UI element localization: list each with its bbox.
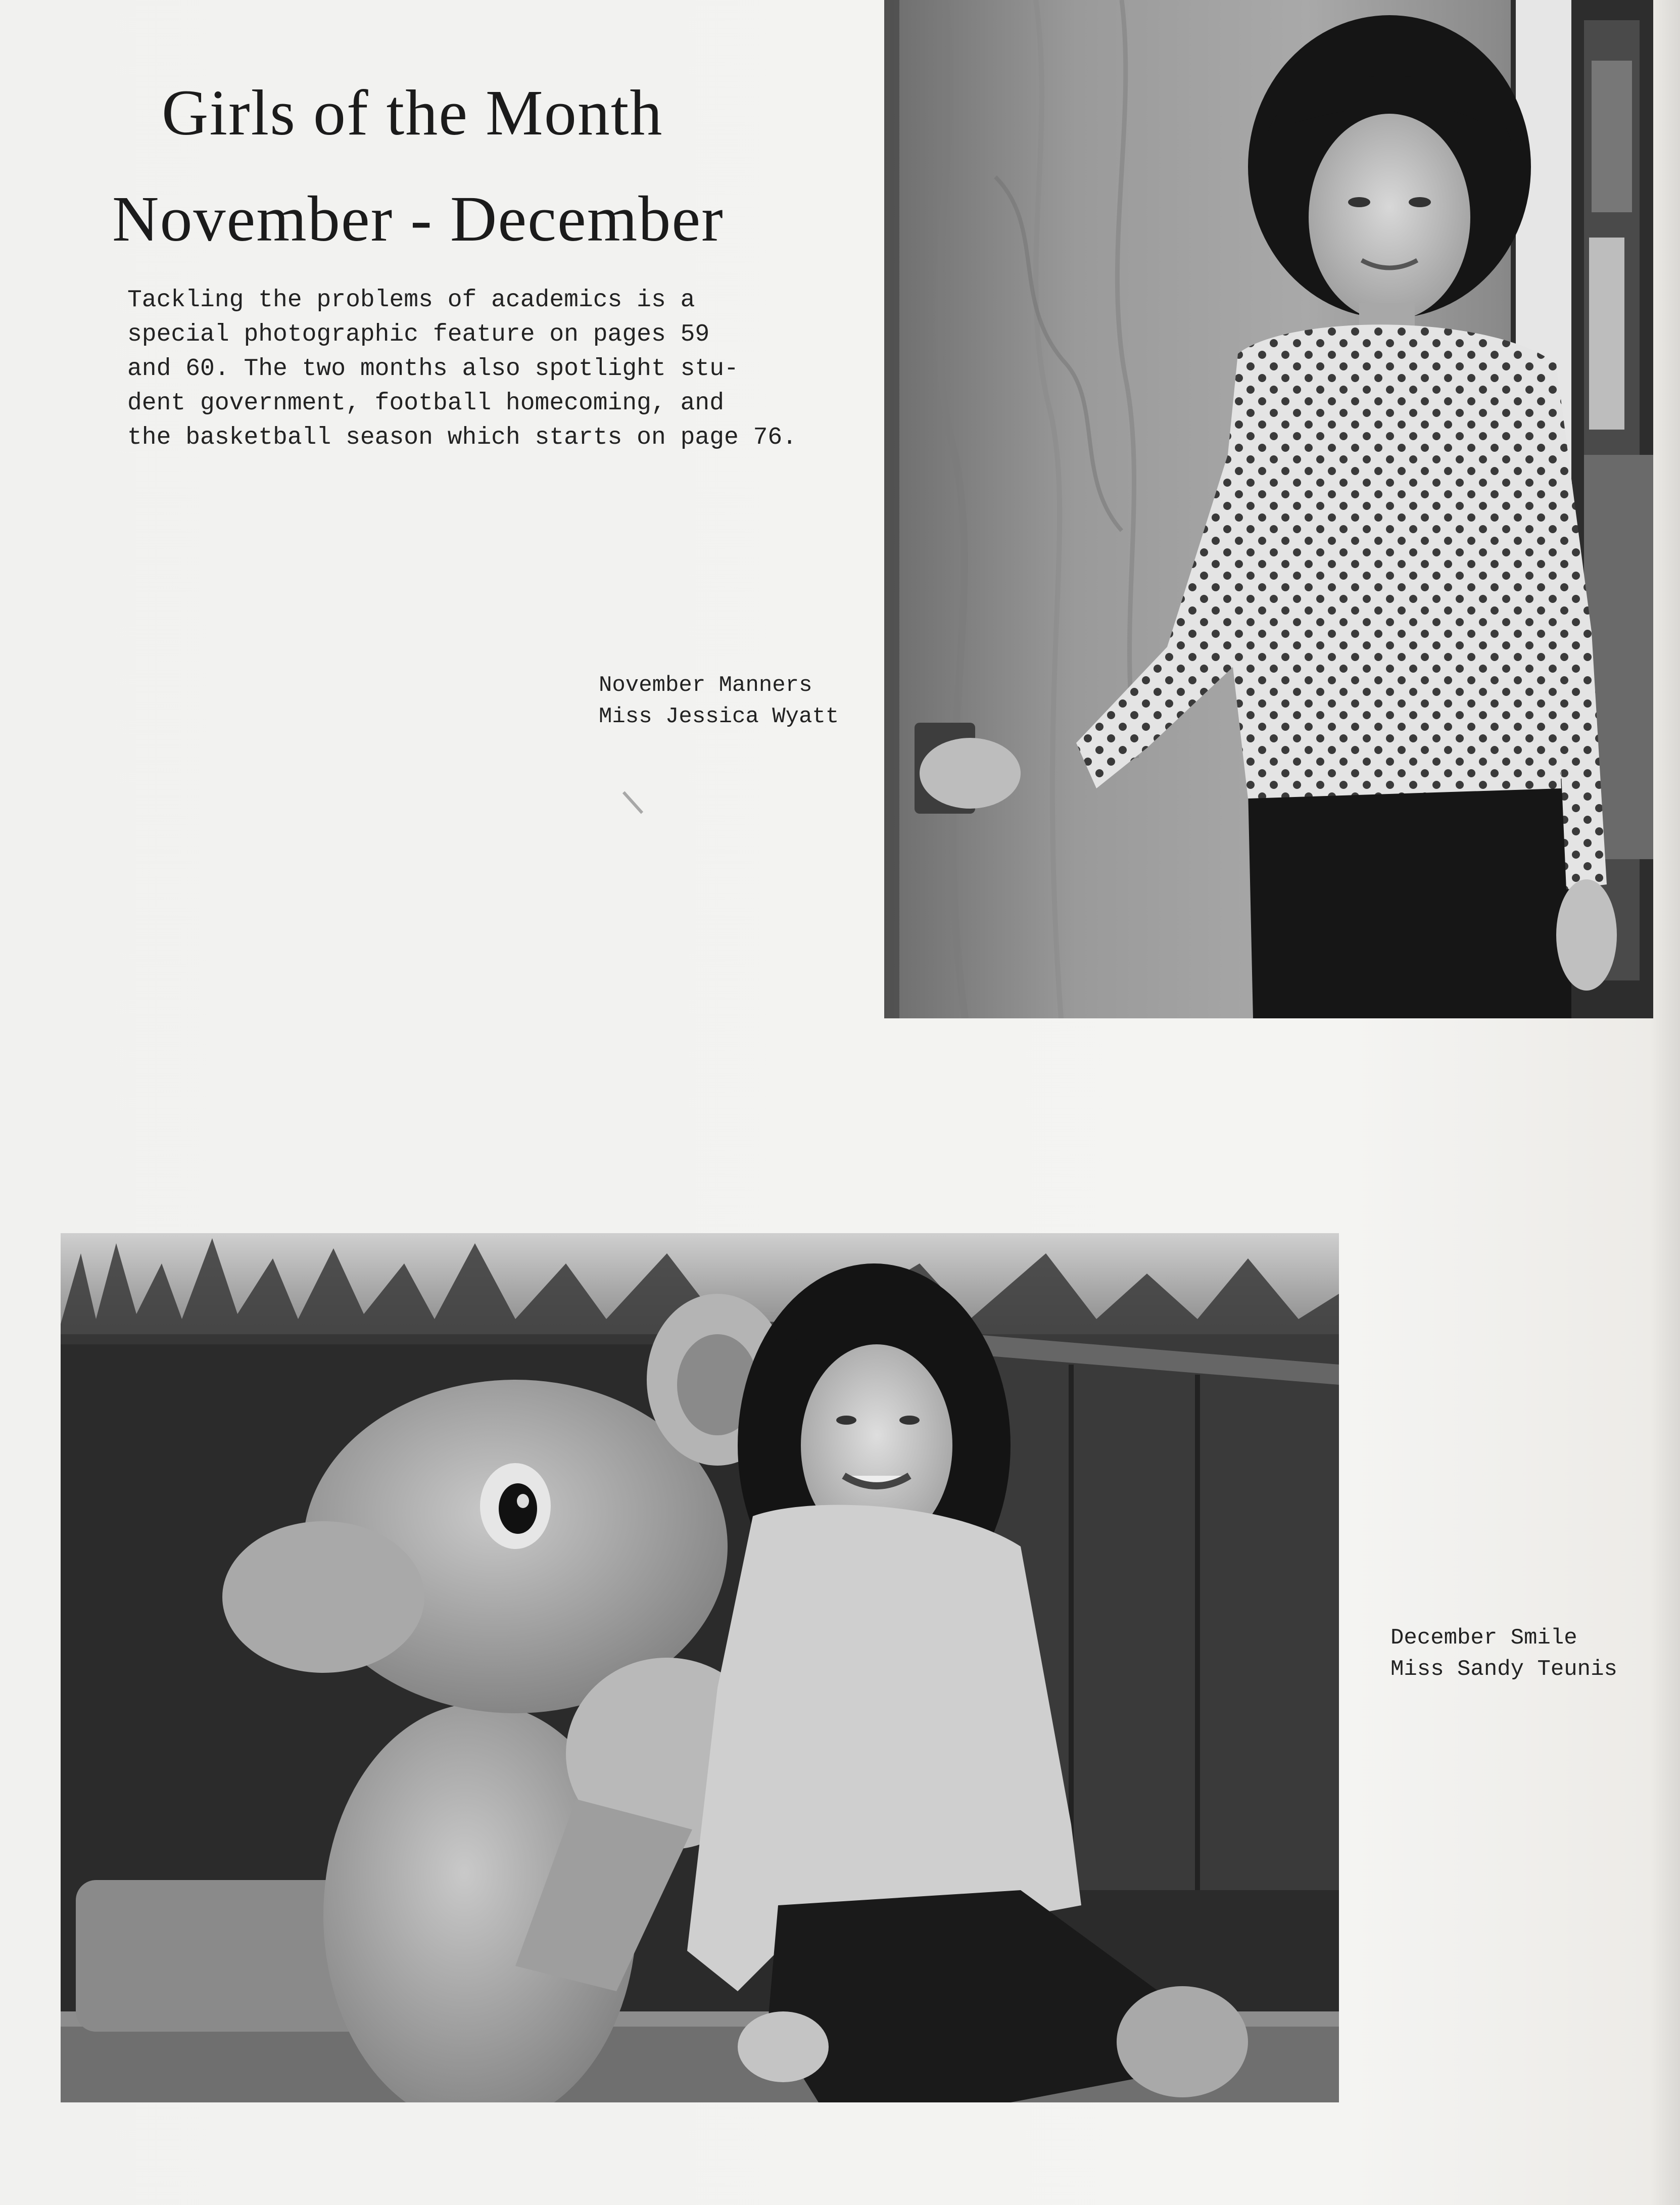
stray-ink-mark xyxy=(622,791,643,814)
intro-line: and 60. The two months also spotlight stu- xyxy=(127,355,739,383)
page-subtitle: November - December xyxy=(112,183,724,255)
november-caption-title: November Manners xyxy=(599,673,812,698)
intro-line: the basketball season which starts on page 76. xyxy=(127,424,797,451)
intro-line: dent government, football homecoming, and xyxy=(127,390,724,417)
intro-line: special photographic feature on pages 59 xyxy=(127,321,710,348)
page-binding-shadow xyxy=(1650,0,1680,2205)
december-photo xyxy=(61,1233,1339,2102)
november-caption xyxy=(599,670,839,732)
intro-line: Tackling the problems of academics is a xyxy=(127,287,695,314)
intro-paragraph xyxy=(127,283,797,455)
december-caption xyxy=(1390,1622,1617,1685)
december-caption-name: Miss Sandy Teunis xyxy=(1390,1657,1617,1682)
november-caption-name: Miss Jessica Wyatt xyxy=(599,704,839,729)
page-title: Girls of the Month xyxy=(162,77,663,149)
december-caption-title: December Smile xyxy=(1390,1625,1577,1651)
november-photo xyxy=(884,0,1653,1018)
